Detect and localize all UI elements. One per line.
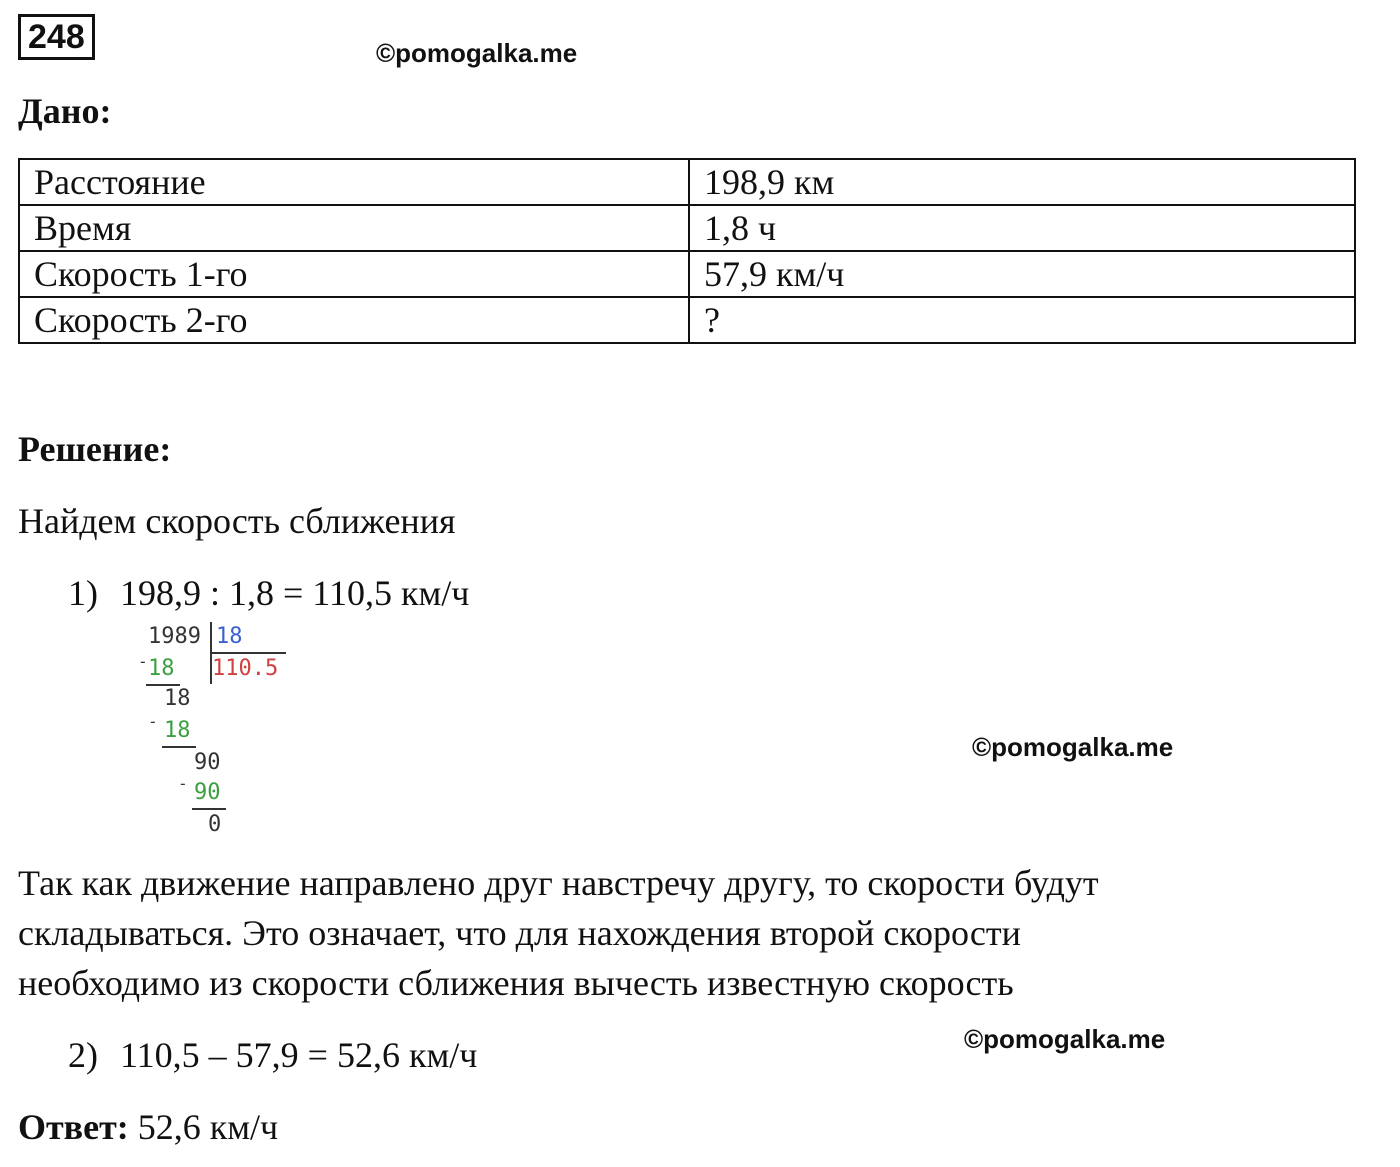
answer-value: 52,6 км/ч (137, 1107, 279, 1147)
remainder: 0 (208, 812, 222, 837)
step-1-text: 198,9 : 1,8 = 110,5 км/ч (120, 573, 470, 613)
intro-text: Найдем скорость сближения (18, 501, 456, 541)
long-division (140, 622, 300, 842)
divisor: 18 (216, 624, 243, 649)
explanation-line: складываться. Это означает, что для нахождения второй скорости (18, 913, 1021, 953)
table-row (19, 159, 1355, 205)
division-bar-horizontal (210, 652, 286, 654)
remainder: 90 (194, 750, 221, 775)
given-value: 1,8 ч (689, 205, 1355, 251)
explanation-line: Так как движение направлено друг навстречу другу, то скорости будут (18, 863, 1099, 903)
dividend: 1989 (148, 624, 201, 649)
given-value: ? (689, 297, 1355, 343)
given-label: Расстояние (19, 159, 689, 205)
step-2-text: 110,5 – 57,9 = 52,6 км/ч (120, 1035, 478, 1075)
minus-sign: - (178, 774, 188, 793)
solution-heading: Решение: (18, 429, 172, 469)
table-row (19, 251, 1355, 297)
minus-sign: - (148, 712, 158, 731)
given-value: 57,9 км/ч (689, 251, 1355, 297)
given-label: Время (19, 205, 689, 251)
table-row (19, 205, 1355, 251)
watermark-middle: ©pomogalka.me (972, 732, 1174, 762)
step-2 (68, 1034, 477, 1076)
step-1-number: 1) (68, 573, 98, 613)
answer-label: Ответ: (18, 1107, 129, 1147)
answer (18, 1106, 278, 1148)
step-2-number: 2) (68, 1035, 98, 1075)
watermark-bottom: ©pomogalka.me (964, 1024, 1166, 1054)
subtrahend: 18 (148, 656, 175, 681)
underline (162, 746, 196, 748)
remainder: 18 (164, 686, 191, 711)
watermark-top: ©pomogalka.me (376, 38, 578, 68)
quotient: 110.5 (212, 656, 279, 681)
given-label: Скорость 2-го (19, 297, 689, 343)
explanation (18, 858, 1378, 1008)
underline (192, 808, 226, 810)
problem-number: 248 (18, 14, 95, 60)
given-heading: Дано: (18, 91, 112, 131)
step-1 (68, 572, 469, 614)
subtrahend: 90 (194, 780, 221, 805)
explanation-line: необходимо из скорости сближения вычесть известную скорость (18, 963, 1014, 1003)
given-value: 198,9 км (689, 159, 1355, 205)
minus-sign: - (138, 652, 148, 671)
table-row (19, 297, 1355, 343)
given-label: Скорость 1-го (19, 251, 689, 297)
subtrahend: 18 (164, 718, 191, 743)
given-table (18, 158, 1356, 344)
